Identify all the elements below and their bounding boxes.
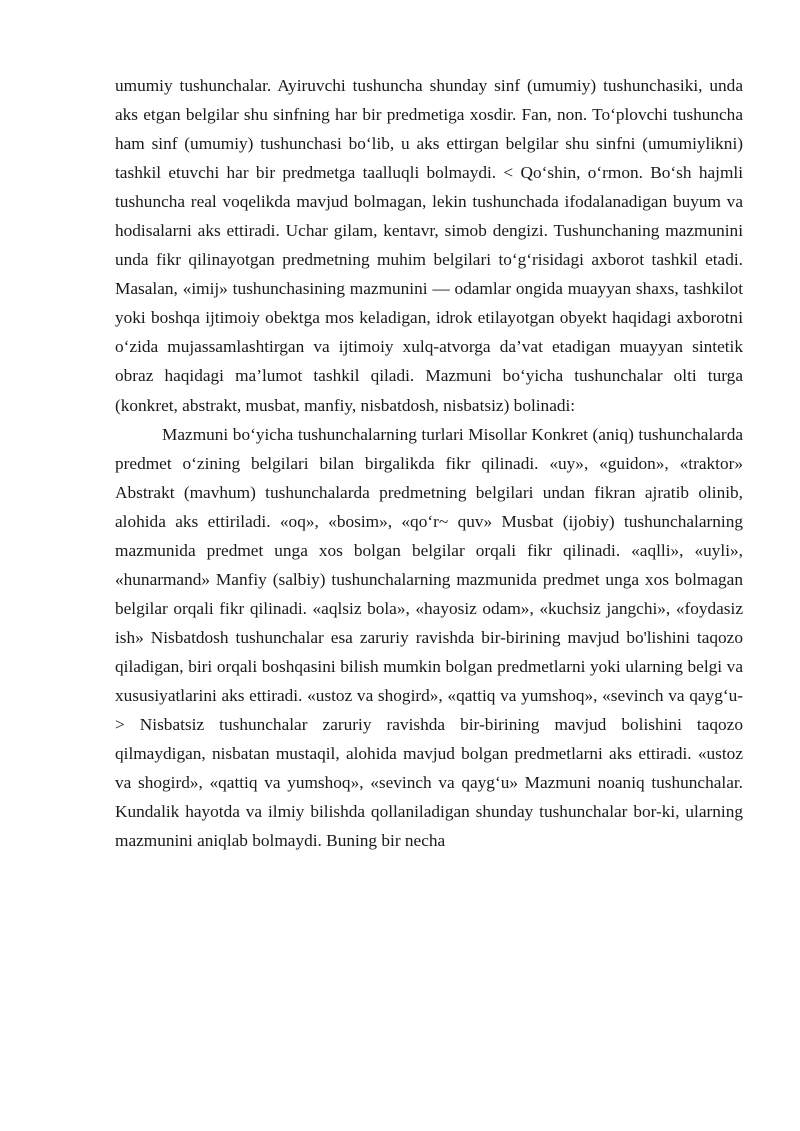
paragraph-content-types: Mazmuni bo‘yicha tushunchalarning turlari Misollar Konkret (aniq) tushunchalarda predmet o‘zining belgilari bilan birgalikda fikr qilinadi. «uy», «guidon», «traktor» Abstrakt (mavhum) tushunchalarda predmetning belgilari undan fikran ajratib olinib, alohida aks ettiriladi. «oq», «bosim», «qo‘r~ quv» Musbat (ijobiy) tushunchalarning mazmunida predmet unga xos bolgan belgilar orqali fikr qilinadi. «aqlli», «uyli», «hunarmand» Manfiy (salbiy) tushunchalarning mazmunida predmet unga xos bolmagan belgilar orqali fikr qilinadi. «aqlsiz bola», «hayosiz odam», «kuchsiz jangchi», «foydasiz ish» Nisbatdosh tushunchalar esa zaruriy ravishda bir-birining mavjud bo'lishini taqozo qiladigan, biri orqali boshqasini bilish mumkin bolgan predmetlarni yoki ularning belgi va xususiyatlarini aks ettiradi. «ustoz va shogird», «qattiq va yumshoq», «sevinch va qayg‘u-> Nisbatsiz tushunchalar zaruriy ravishda bir-birining mavjud bolishini taqozo qilmaydigan, nisbatan mustaqil, alohida mavjud bolgan predmetlarni aks ettiradi. «ustoz va shogird», «qattiq va yumshoq», «sevinch va qayg‘u» Mazmuni noaniq tushunchalar. Kundalik hayotda va ilmiy bilishda qollaniladigan shunday tushunchalar bor-ki, ularning mazmunini aniqlab bolmaydi. Buning bir necha <box>115 424 743 851</box>
paragraph-concept-types: umumiy tushunchalar. Ayiruvchi tushuncha shunday sinf (umumiy) tushunchasiki, unda aks etgan belgilar shu sinfning har bir predmetiga xosdir. Fan, non. To‘plovchi tushuncha ham sinf (umumiy) tushunchasi bo‘lib, u aks ettirgan belgilar shu sinfni (umumiylikni) tashkil etuvchi har bir predmetga taalluqli bolmaydi. < Qo‘shin, o‘rmon. Bo‘sh hajmli tushuncha real voqelikda mavjud bolmagan, lekin tushunchada ifodalanadigan buyum va hodisalarni aks ettiradi. Uchar gilam, kentavr, simob dengizi. Tushunchaning mazmunini unda fikr qilinayotgan predmetning muhim belgilari to‘g‘risidagi axborot tashkil etadi. Masalan, «imij» tushunchasining mazmunini — odamlar ongida muayyan shaxs, tashkilot yoki boshqa ijtimoiy obektga mos keladigan, idrok etilayotgan obyekt haqidagi axborotni o‘zida mujassamlashtirgan va ijtimoiy xulq-atvorga da’vat etadigan muayyan sintetik obraz haqidagi ma’lumot tashkil qiladi. Mazmuni bo‘yicha tushunchalar olti turga (konkret, abstrakt, musbat, manfiy, nisbatdosh, nisbatsiz) bolinadi: <box>115 76 743 415</box>
document-page <box>115 71 743 855</box>
